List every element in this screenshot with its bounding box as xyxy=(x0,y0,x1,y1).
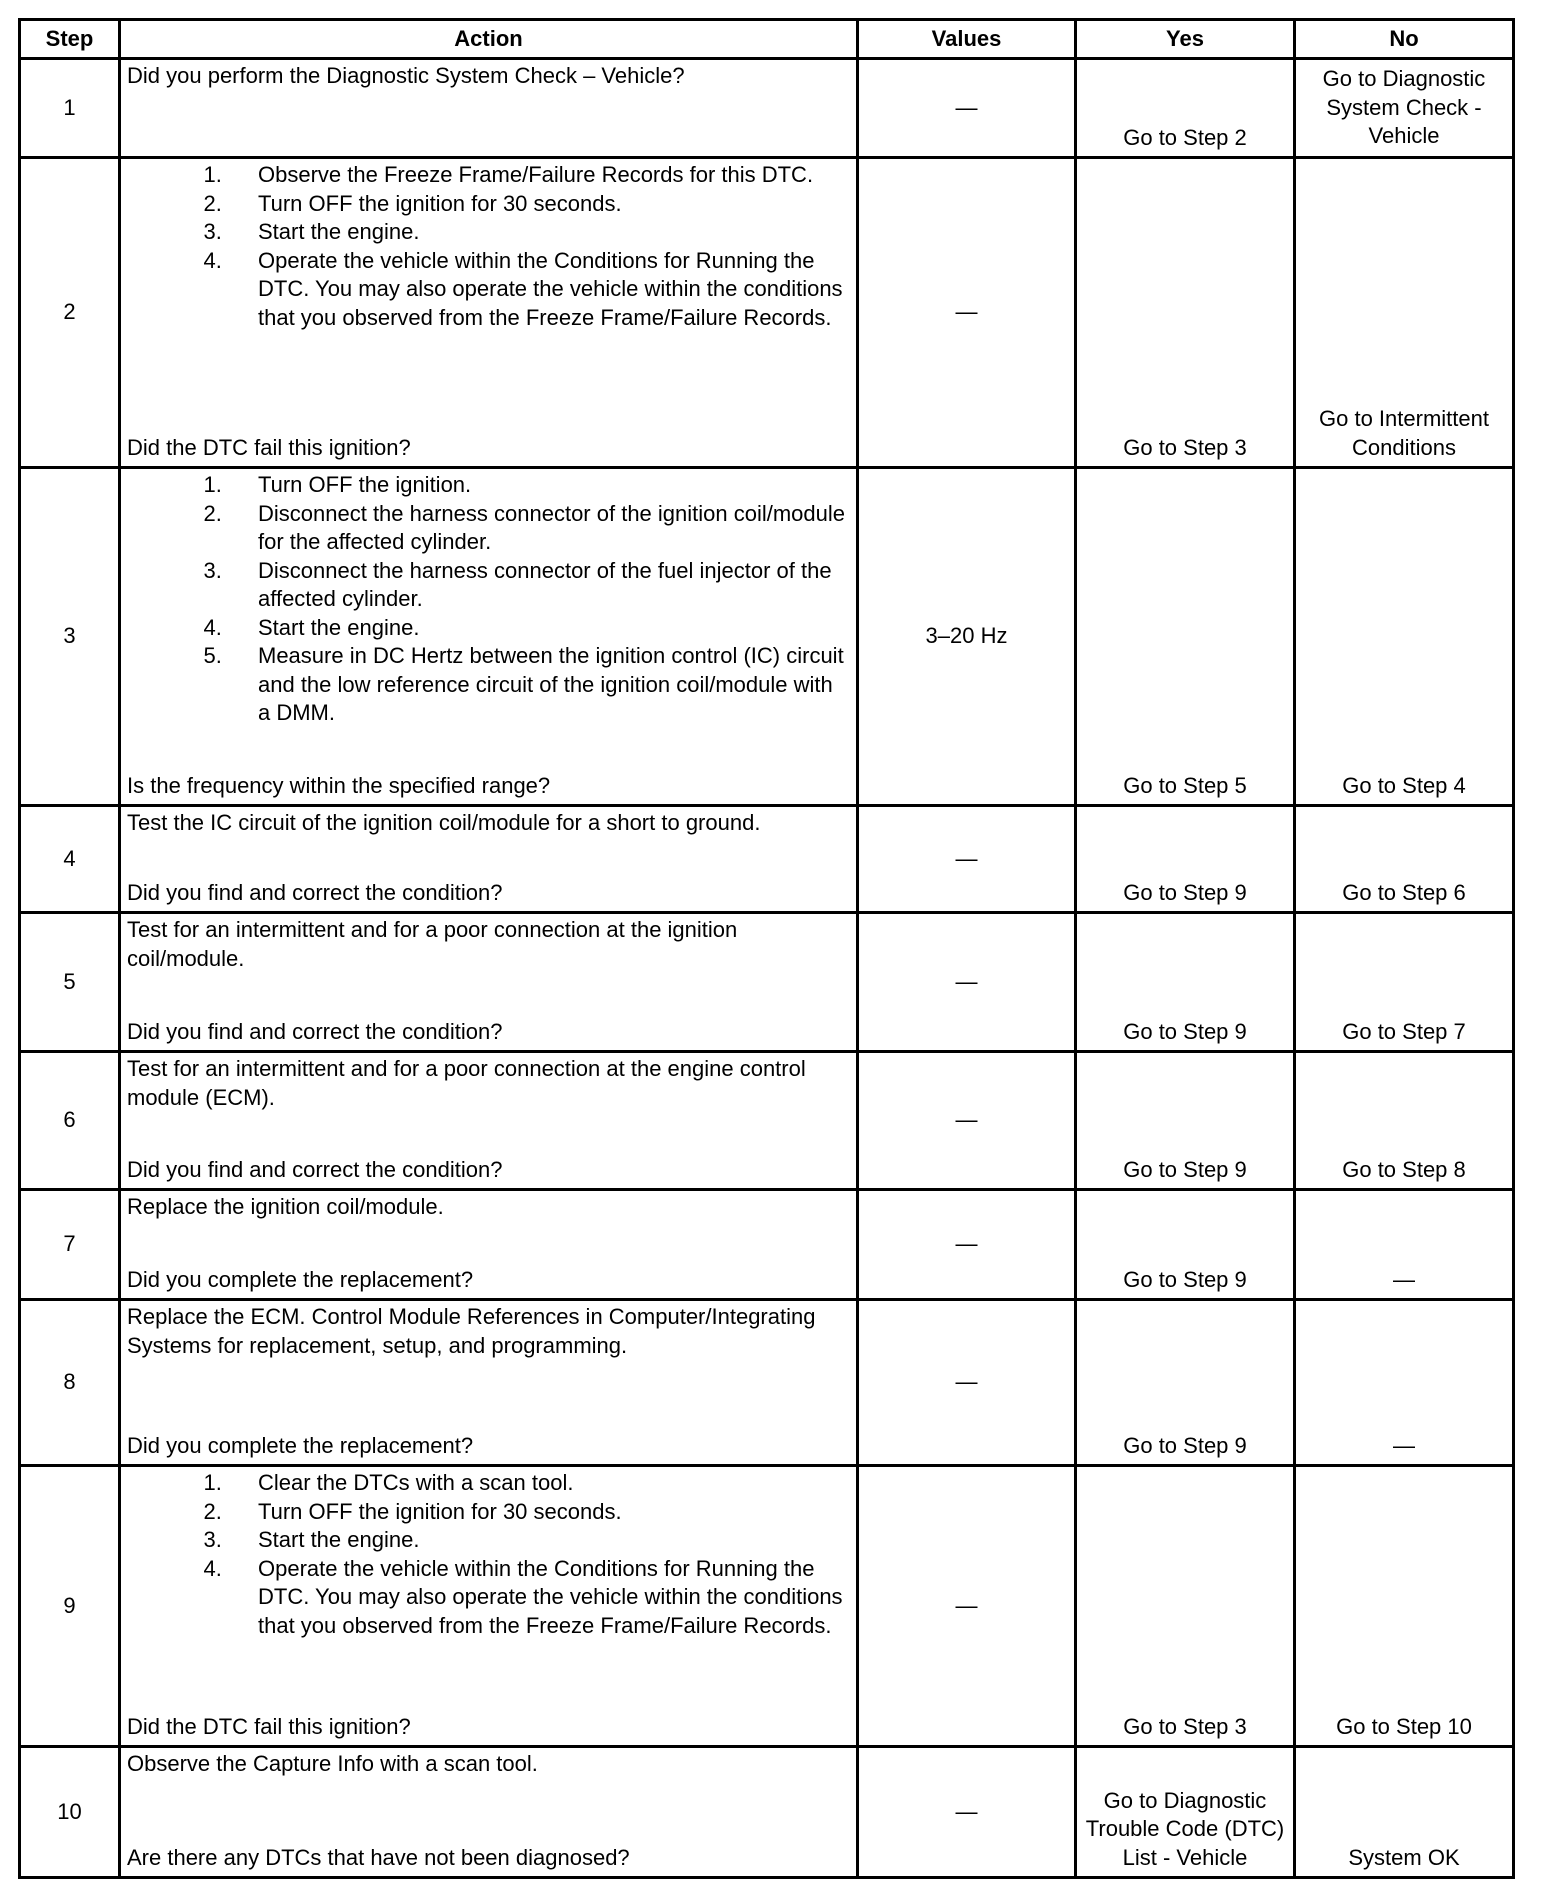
yes-cell: Go to Step 9 xyxy=(1076,1300,1295,1466)
table-row xyxy=(20,1190,1514,1300)
no-cell: Go to Step 4 xyxy=(1295,468,1514,806)
yes-cell: Go to Step 3 xyxy=(1076,1466,1295,1747)
action-cell xyxy=(120,59,858,158)
values-cell: — xyxy=(858,1747,1076,1878)
header-values: Values xyxy=(858,20,1076,59)
action-cell xyxy=(120,913,858,1052)
action-step: 2. Turn OFF the ignition for 30 seconds. xyxy=(228,190,850,219)
action-step: 3. Start the engine. xyxy=(228,218,850,247)
values-cell: — xyxy=(858,1466,1076,1747)
step-number: 6 xyxy=(20,1052,120,1190)
action-step: 4. Operate the vehicle within the Conditions for Running the DTC. You may also operate the vehicle within the conditions that you observed from the Freeze Frame/Failure Records. xyxy=(228,1555,850,1641)
yes-cell: Go to Step 9 xyxy=(1076,1052,1295,1190)
step-number: 5 xyxy=(20,913,120,1052)
header-action: Action xyxy=(120,20,858,59)
table-row xyxy=(20,59,1514,158)
action-step: 2. Disconnect the harness connector of the ignition coil/module for the affected cylinder. xyxy=(228,500,850,557)
yes-cell: Go to Diagnostic Trouble Code (DTC) List - Vehicle xyxy=(1076,1747,1295,1878)
table-row xyxy=(20,1300,1514,1466)
action-step: 3. Start the engine. xyxy=(228,1526,850,1555)
diagnostic-table xyxy=(18,18,1515,1879)
no-cell: System OK xyxy=(1295,1747,1514,1878)
values-cell: — xyxy=(858,158,1076,468)
action-text: Test for an intermittent and for a poor connection at the ignition coil/module. xyxy=(127,917,738,971)
action-cell xyxy=(120,1466,858,1747)
action-question: Did the DTC fail this ignition? xyxy=(127,1713,411,1739)
no-cell: — xyxy=(1295,1190,1514,1300)
action-text: Test for an intermittent and for a poor connection at the engine control module (ECM). xyxy=(127,1056,806,1110)
action-cell xyxy=(120,1052,858,1190)
action-question: Did you find and correct the condition? xyxy=(127,1156,503,1182)
action-question: Are there any DTCs that have not been diagnosed? xyxy=(127,1844,630,1870)
values-cell: — xyxy=(858,59,1076,158)
action-step: 3. Disconnect the harness connector of the fuel injector of the affected cylinder. xyxy=(228,557,850,614)
header-no: No xyxy=(1295,20,1514,59)
values-cell: — xyxy=(858,913,1076,1052)
action-step: 5. Measure in DC Hertz between the ignition control (IC) circuit and the low reference circuit of the ignition coil/module with a DMM. xyxy=(228,642,850,728)
step-number: 8 xyxy=(20,1300,120,1466)
no-cell: Go to Step 6 xyxy=(1295,806,1514,913)
step-number: 2 xyxy=(20,158,120,468)
action-step: 1. Observe the Freeze Frame/Failure Records for this DTC. xyxy=(228,161,850,190)
action-question: Did you complete the replacement? xyxy=(127,1266,474,1292)
action-steps-list xyxy=(127,1469,850,1640)
action-question: Did you complete the replacement? xyxy=(127,1432,474,1458)
step-number: 7 xyxy=(20,1190,120,1300)
table-row xyxy=(20,158,1514,468)
header-row xyxy=(20,20,1514,59)
action-cell xyxy=(120,468,858,806)
action-step: 4. Start the engine. xyxy=(228,614,850,643)
action-question: Did you find and correct the condition? xyxy=(127,1018,503,1044)
action-cell xyxy=(120,158,858,468)
table-row xyxy=(20,1466,1514,1747)
values-cell: — xyxy=(858,1300,1076,1466)
no-cell: Go to Step 8 xyxy=(1295,1052,1514,1190)
yes-cell: Go to Step 3 xyxy=(1076,158,1295,468)
table-row xyxy=(20,913,1514,1052)
yes-cell: Go to Step 5 xyxy=(1076,468,1295,806)
action-steps-list xyxy=(127,471,850,728)
action-cell xyxy=(120,1747,858,1878)
action-text: Replace the ECM. Control Module References in Computer/Integrating Systems for replacement, setup, and programming. xyxy=(127,1304,816,1358)
values-cell: — xyxy=(858,806,1076,913)
action-cell xyxy=(120,806,858,913)
step-number: 10 xyxy=(20,1747,120,1878)
action-step: 1. Clear the DTCs with a scan tool. xyxy=(228,1469,850,1498)
no-cell: Go to Step 10 xyxy=(1295,1466,1514,1747)
action-steps-list xyxy=(127,161,850,332)
header-step: Step xyxy=(20,20,120,59)
action-cell xyxy=(120,1300,858,1466)
action-question: Did you find and correct the condition? xyxy=(127,879,503,905)
step-number: 4 xyxy=(20,806,120,913)
values-cell: — xyxy=(858,1052,1076,1190)
action-question: Did the DTC fail this ignition? xyxy=(127,434,411,460)
yes-cell: Go to Step 2 xyxy=(1076,59,1295,158)
yes-cell: Go to Step 9 xyxy=(1076,913,1295,1052)
no-cell: Go to Intermittent Conditions xyxy=(1295,158,1514,468)
table-row xyxy=(20,468,1514,806)
table-row xyxy=(20,1052,1514,1190)
action-text: Test the IC circuit of the ignition coil/module for a short to ground. xyxy=(127,810,761,835)
step-number: 1 xyxy=(20,59,120,158)
step-number: 9 xyxy=(20,1466,120,1747)
no-cell: Go to Step 7 xyxy=(1295,913,1514,1052)
action-step: 1. Turn OFF the ignition. xyxy=(228,471,850,500)
header-yes: Yes xyxy=(1076,20,1295,59)
no-cell: — xyxy=(1295,1300,1514,1466)
table-row xyxy=(20,806,1514,913)
action-cell xyxy=(120,1190,858,1300)
yes-cell: Go to Step 9 xyxy=(1076,806,1295,913)
action-text: Replace the ignition coil/module. xyxy=(127,1194,444,1219)
action-step: 4. Operate the vehicle within the Conditions for Running the DTC. You may also operate the vehicle within the conditions that you observed from the Freeze Frame/Failure Records. xyxy=(228,247,850,333)
action-step: 2. Turn OFF the ignition for 30 seconds. xyxy=(228,1498,850,1527)
values-cell: 3–20 Hz xyxy=(858,468,1076,806)
table-row xyxy=(20,1747,1514,1878)
action-text: Observe the Capture Info with a scan tool. xyxy=(127,1751,538,1776)
action-text: Did you perform the Diagnostic System Check – Vehicle? xyxy=(127,63,685,88)
no-cell: Go to Diagnostic System Check - Vehicle xyxy=(1295,59,1514,158)
step-number: 3 xyxy=(20,468,120,806)
values-cell: — xyxy=(858,1190,1076,1300)
yes-cell: Go to Step 9 xyxy=(1076,1190,1295,1300)
action-question: Is the frequency within the specified range? xyxy=(127,772,551,798)
